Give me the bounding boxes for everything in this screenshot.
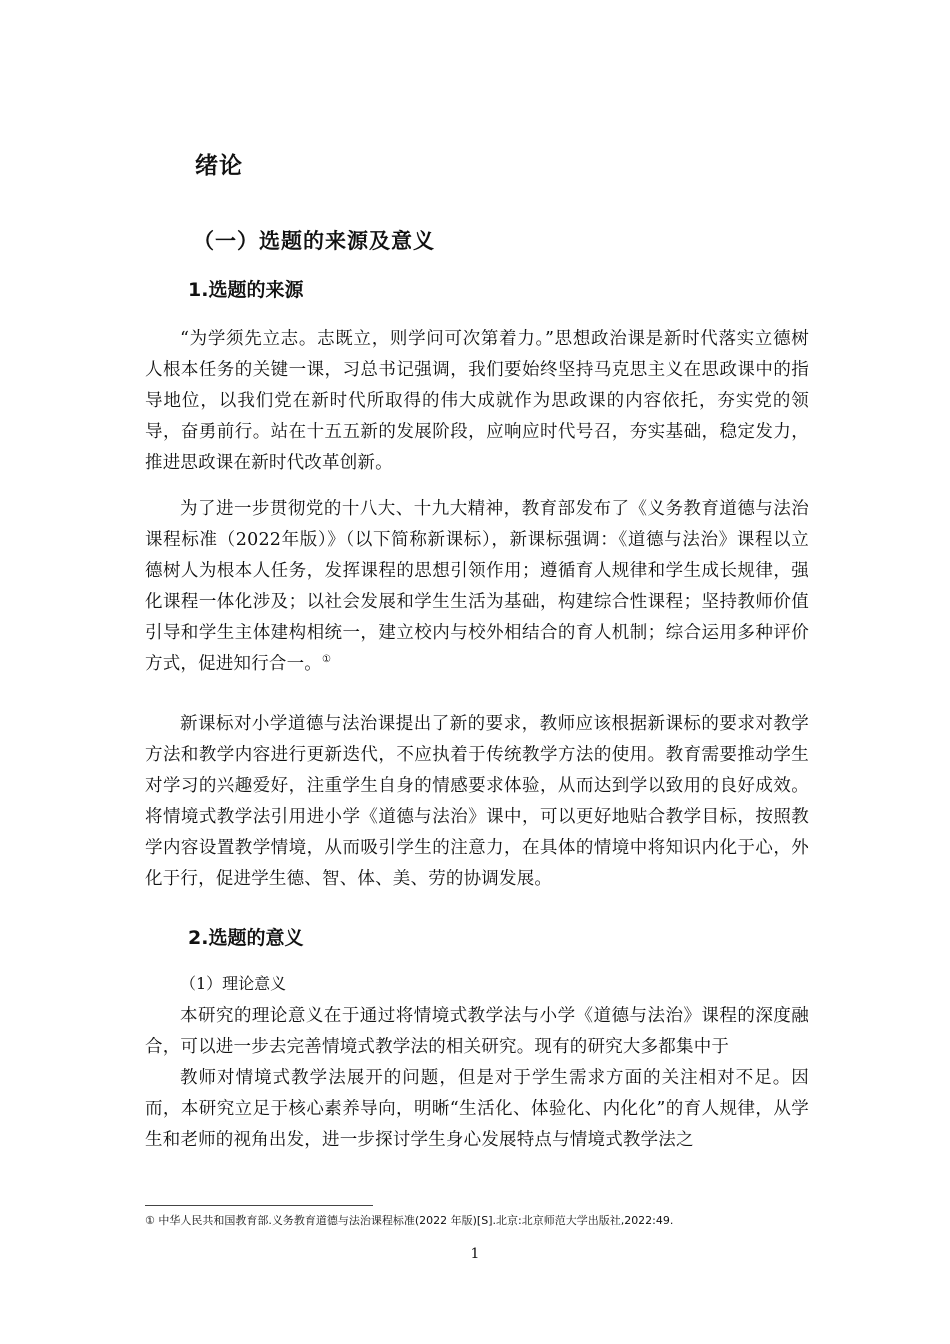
paragraph-source-2-text: 为了进一步贯彻党的十八大、十九大精神，教育部发布了《义务教育道德与法治课程标准（2022年版）》（以下简称新课标），新课标强调：《道德与法治》课程以立德树人为根本人任务，发挥课程的思想引领作用；遵循育人规律和学生成长规律，强化课程一体化涉及；以社会发展和学生生活为基础，构建综合性课程；坚持教师价值引导和学生主体建构相统一，建立校内与校外相结合的育人机制；综合运用多种评价方式，促进知行合一。 <box>145 499 809 674</box>
paragraph-significance-2: 教师对情境式教学法展开的问题，但是对于学生需求方面的关注相对不足。因而，本研究立足于核心素养导向，明晰“生活化、体验化、内化化”的育人规律，从学生和老师的视角出发，进一步探讨学生身心发展特点与情境式教学法之 <box>145 1068 809 1150</box>
footnote-text: ① 中华人民共和国教育部.义务教育道德与法治课程标准(2022 年版)[S].北京:北京师范大学出版社,2022:49. <box>145 1214 674 1227</box>
subheading-theoretical-significance: （1）理论意义 <box>180 974 287 993</box>
footnote-reference-marker[interactable]: ① <box>322 654 332 666</box>
section-heading: （一）选题的来源及意义 <box>193 229 435 253</box>
footnote-divider <box>145 1205 373 1206</box>
page-number: 1 <box>470 1246 480 1262</box>
paragraph-source-1: “为学须先立志。志既立，则学问可次第着力。”思想政治课是新时代落实立德树人根本任务的关键一课，习总书记强调，我们要始终坚持马克思主义在思政课中的指导地位，以我们党在新时代所取得的伟大成就作为思政课的内容依托，夯实党的领导，奋勇前行。站在十五五新的发展阶段，应响应时代号召，夯实基础，稳定发力，推进思政课在新时代改革创新。 <box>145 329 809 473</box>
chapter-title: 绪论 <box>195 153 243 179</box>
subsection-heading-source: 1.选题的来源 <box>188 279 304 301</box>
paragraph-source-2 <box>145 494 809 680</box>
paragraph-significance-1: 本研究的理论意义在于通过将情境式教学法与小学《道德与法治》课程的深度融合，可以进一步去完善情境式教学法的相关研究。现有的研究大多都集中于 <box>145 1006 809 1057</box>
paragraph-source-3: 新课标对小学道德与法治课提出了新的要求，教师应该根据新课标的要求对教学方法和教学内容进行更新迭代，不应执着于传统教学方法的使用。教育需要推动学生对学习的兴趣爱好，注重学生自身的情感要求体验，从而达到学以致用的良好成效。将情境式教学法引用进小学《道德与法治》课中，可以更好地贴合教学目标，按照教学内容设置教学情境，从而吸引学生的注意力，在具体的情境中将知识内化于心，外化于行，促进学生德、智、体、美、劳的协调发展。 <box>145 714 809 889</box>
subsection-heading-significance: 2.选题的意义 <box>188 927 304 949</box>
